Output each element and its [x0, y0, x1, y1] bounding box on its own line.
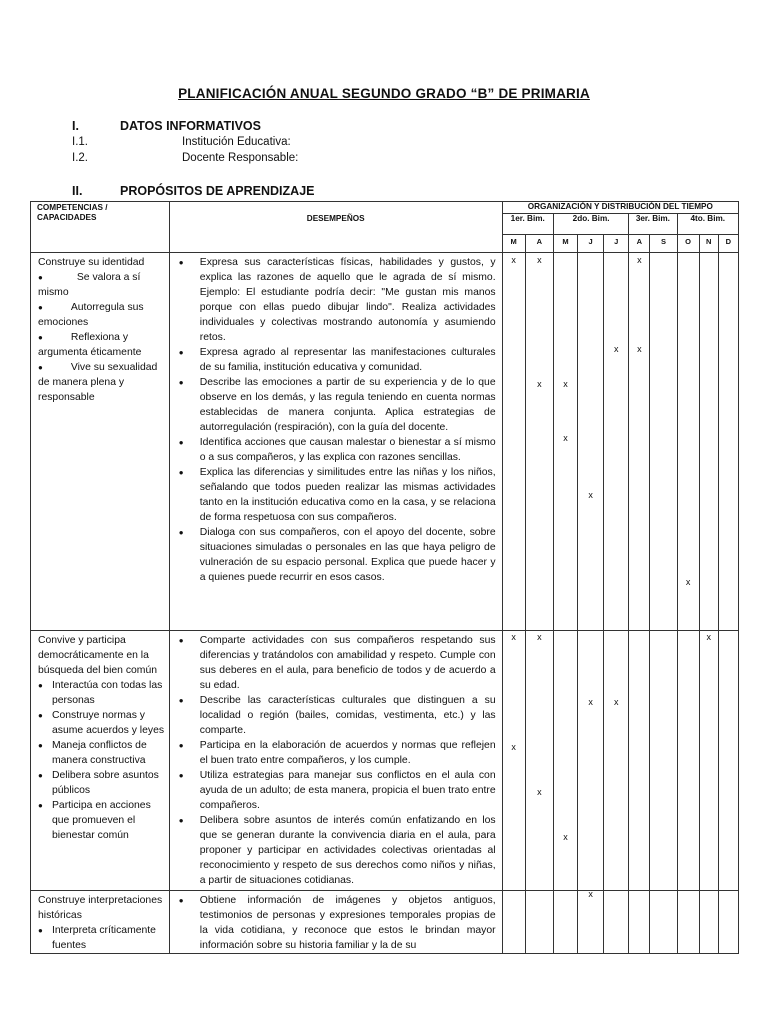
month-cell-m	[553, 891, 577, 954]
table-row	[31, 631, 739, 891]
desempenos-cell	[169, 253, 502, 631]
month-header: S	[650, 235, 677, 253]
month-cell-a	[525, 253, 553, 631]
document-title: PLANIFICACIÓN ANUAL SEGUNDO GRADO “B” DE PRIMARIA	[178, 86, 590, 101]
desempenos-cell	[169, 891, 502, 954]
capacidad-item: ● Se valora a sí mismo	[38, 272, 141, 298]
month-cell-m	[502, 631, 525, 891]
desempeno-item: ● Dialoga con sus compañeros, con el apoyo del docente, sobre situaciones simuladas o personales en las que haya peligro de vulneración de su espacio personal. Explica que puede hacer y a quienes puede recurrir en esos casos.	[176, 525, 496, 585]
info-label: Docente Responsable:	[182, 152, 299, 164]
month-header: A	[525, 235, 553, 253]
desempeno-item: ● Explica las diferencias y similitudes entre las niñas y los niños, señalando que todos pueden realizar las mismas actividades tanto en la institución educativa como en la casa, y se relaciona de forma respetuosa con sus compañeros.	[176, 465, 496, 525]
header-desempenos: DESEMPEÑOS	[169, 202, 502, 253]
month-header: D	[718, 235, 738, 253]
capacidad-item: ● Delibera sobre asuntos públicos	[38, 768, 166, 798]
month-cell-a	[629, 891, 650, 954]
month-cell-o	[677, 631, 699, 891]
competencia-cell	[31, 891, 170, 954]
mark-x: x	[511, 632, 516, 642]
header-bimestre-3: 3er. Bim.	[629, 214, 677, 235]
mark-x: x	[563, 832, 568, 842]
capacidad-item: ● Reflexiona y argumenta éticamente	[38, 332, 142, 358]
month-cell-s	[650, 891, 677, 954]
mark-x: x	[637, 255, 642, 265]
month-cell-m	[553, 631, 577, 891]
header-competencias: COMPETENCIAS / CAPACIDADES	[31, 202, 170, 253]
capacidad-item: ● Vive su sexualidad de manera plena y responsable	[38, 362, 158, 403]
mark-x: x	[511, 742, 516, 752]
competencia-cell	[31, 631, 170, 891]
desempeno-item: ● Describe las características culturales que distinguen a su localidad o región (bailes, comidas, vestimenta, etc.) y las comparte.	[176, 693, 496, 738]
capacidad-item: ● Interactúa con todas las personas	[38, 678, 166, 708]
month-cell-o	[677, 253, 699, 631]
mark-x: x	[537, 255, 542, 265]
table-row	[31, 891, 739, 954]
month-cell-n	[699, 253, 718, 631]
header-organizacion: ORGANIZACIÓN Y DISTRIBUCIÓN DEL TIEMPO	[502, 202, 738, 214]
mark-x: x	[537, 379, 542, 389]
month-header: M	[553, 235, 577, 253]
capacidad-item: ● Interpreta críticamente fuentes	[38, 923, 166, 953]
desempeno-item: ● Expresa sus características físicas, habilidades y gustos, y explica las razones de aquello que le agrada de sí mismo. Ejemplo: El estudiante podría decir: "Me gustan mis manos porque con ellas puedo dibujar lindo". Realiza actividades individuales y colectivas mostrando autonomía y asumiendo retos.	[176, 255, 496, 345]
info-label: Institución Educativa:	[182, 136, 291, 148]
month-header: O	[677, 235, 699, 253]
month-header: N	[699, 235, 718, 253]
desempeno-item: ● Expresa agrado al representar las manifestaciones culturales de su familia, institución educativa y comunidad.	[176, 345, 496, 375]
capacidad-item: ● Construye normas y asume acuerdos y leyes	[38, 708, 166, 738]
desempeno-item: ● Describe las emociones a partir de su experiencia y de lo que observe en los demás, y las regula teniendo en cuenta normas establecidas de manera conjunta. Aplica estrategias de autorregulación (respiración), con la guía del docente.	[176, 375, 496, 435]
mark-x: x	[537, 787, 542, 797]
capacidad-item: ● Maneja conflictos de manera constructiva	[38, 738, 166, 768]
table-row	[31, 253, 739, 631]
desempeno-item: ● Identifica acciones que causan malestar o bienestar a sí mismo o a sus compañeros, y las explica con razones sencillas.	[176, 435, 496, 465]
month-cell-j	[578, 253, 604, 631]
month-cell-j	[604, 253, 629, 631]
mark-x: x	[563, 433, 568, 443]
header-bimestre-4: 4to. Bim.	[677, 214, 738, 235]
month-cell-n	[699, 891, 718, 954]
competencia-title: Convive y participa democráticamente en la búsqueda del bien común	[38, 635, 158, 676]
month-cell-d	[718, 631, 738, 891]
mark-x: x	[588, 889, 593, 899]
mark-x: x	[563, 379, 568, 389]
month-header: J	[604, 235, 629, 253]
mark-x: x	[685, 577, 691, 587]
planning-table	[30, 201, 739, 954]
competencia-cell	[31, 253, 170, 631]
month-cell-n	[699, 631, 718, 891]
month-cell-a	[525, 631, 553, 891]
competencia-title: Construye interpretaciones históricas	[38, 895, 163, 921]
mark-x: x	[637, 344, 642, 354]
competencia-title: Construye su identidad	[38, 257, 145, 268]
month-header: J	[578, 235, 604, 253]
mark-x: x	[537, 632, 542, 642]
bullet-icon: ●	[38, 363, 43, 372]
desempenos-cell	[169, 631, 502, 891]
month-header: M	[502, 235, 525, 253]
month-cell-m	[502, 253, 525, 631]
month-cell-j	[578, 891, 604, 954]
header-bimestre-2: 2do. Bim.	[553, 214, 628, 235]
month-cell-d	[718, 891, 738, 954]
month-cell-j	[604, 891, 629, 954]
desempeno-item: ● Delibera sobre asuntos de interés común enfatizando en los que se generan durante la convivencia diaria en el aula, para proponer y participar en actividades colectivas orientadas al reconocimiento y respeto de sus derechos como niños y niñas, a partir de situaciones cotidianas.	[176, 813, 496, 888]
capacidad-item: ● Participa en acciones que promueven el bienestar común	[38, 798, 166, 843]
month-cell-j	[578, 631, 604, 891]
month-cell-s	[650, 631, 677, 891]
info-number: I.2.	[72, 152, 88, 164]
desempeno-item: ● Utiliza estrategias para manejar sus conflictos en el aula con ayuda de un adulto; de esta manera, propicia el buen trato entre compañeros.	[176, 768, 496, 813]
month-cell-a	[629, 631, 650, 891]
month-cell-s	[650, 253, 677, 631]
desempeno-item: ● Comparte actividades con sus compañeros respetando sus diferencias y tratándolos con amabilidad y respeto. Cumple con sus deberes en el aula, para beneficio de todos y de acuerdo a su edad.	[176, 633, 496, 693]
mark-x: x	[613, 344, 619, 354]
header-bimestre-1: 1er. Bim.	[502, 214, 553, 235]
mark-x: x	[588, 697, 593, 707]
bullet-icon: ●	[38, 333, 43, 342]
mark-x: x	[588, 490, 593, 500]
month-cell-j	[604, 631, 629, 891]
bullet-icon: ●	[38, 303, 43, 312]
month-cell-o	[677, 891, 699, 954]
month-cell-a	[525, 891, 553, 954]
month-cell-a	[629, 253, 650, 631]
month-header: A	[629, 235, 650, 253]
desempeno-item: ● Participa en la elaboración de acuerdos y normas que reflejen el buen trato entre compañeros, y los cumple.	[176, 738, 496, 768]
desempeno-item: ● Obtiene información de imágenes y objetos antiguos, testimonios de personas y expresiones temporales propias de la vida cotidiana, y reconoce que estos le brindan mayor información sobre su historia familiar y la de su	[176, 893, 496, 953]
section-title: DATOS INFORMATIVOS	[120, 119, 261, 133]
section-title: PROPÓSITOS DE APRENDIZAJE	[120, 184, 315, 198]
mark-x: x	[511, 255, 516, 265]
section-number: I.	[72, 119, 79, 133]
capacidad-item: ● Autorregula sus emociones	[38, 302, 144, 328]
bullet-icon: ●	[38, 273, 43, 282]
month-cell-m	[553, 253, 577, 631]
mark-x: x	[706, 632, 711, 642]
mark-x: x	[613, 697, 619, 707]
info-number: I.1.	[72, 136, 88, 148]
month-cell-d	[718, 253, 738, 631]
section-number: II.	[72, 184, 83, 198]
month-cell-m	[502, 891, 525, 954]
